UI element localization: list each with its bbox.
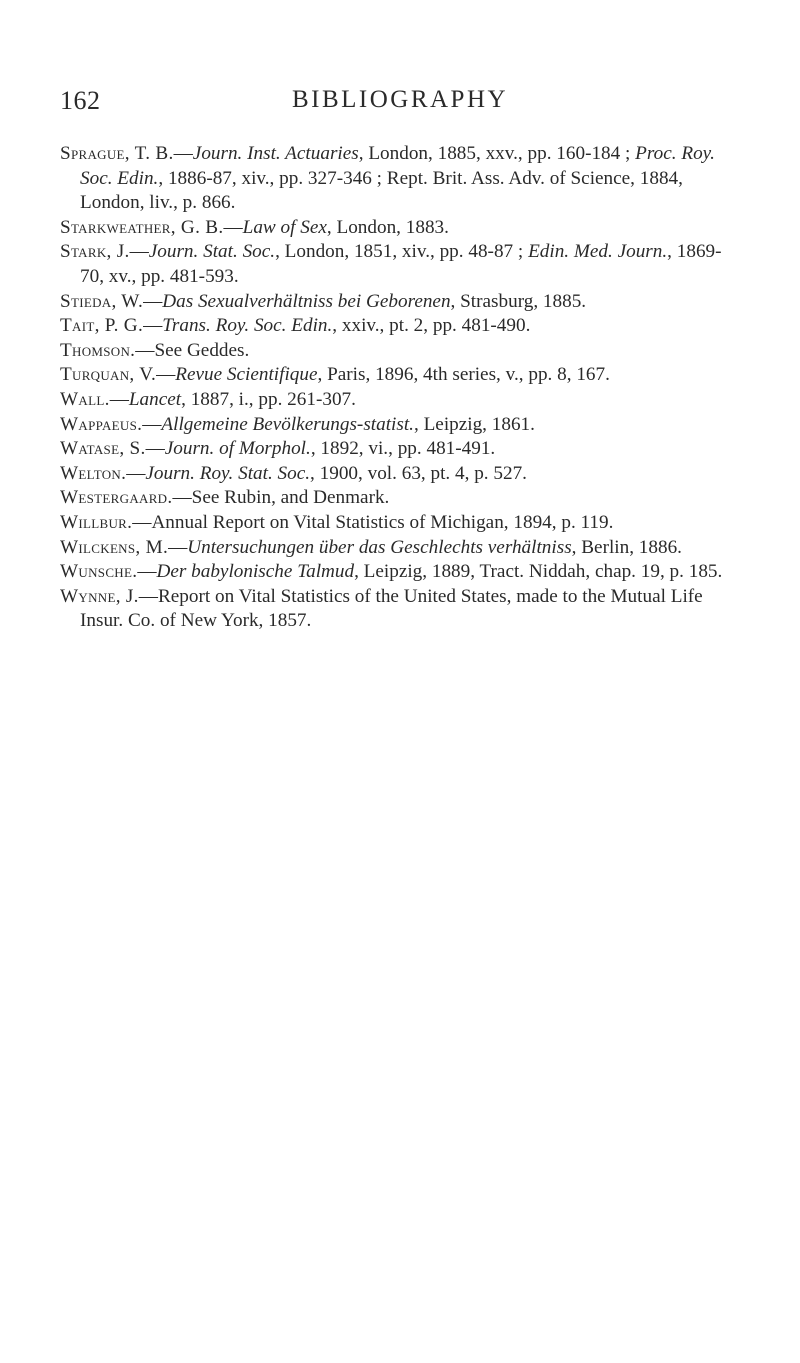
entry-title: Law of Sex bbox=[242, 216, 327, 238]
entry-title-secondary: Proc. Roy. Soc. Edin. bbox=[80, 143, 715, 189]
entry-details: , London, 1885, xxv., pp. 160-184 ; bbox=[358, 143, 636, 164]
entry-details: , Paris, 1896, 4th series, v., pp. 8, 167. bbox=[317, 364, 610, 386]
bibliography-entry bbox=[60, 462, 743, 487]
entry-details: , Berlin, 1886. bbox=[571, 536, 682, 558]
entry-details: , Leipzig, 1861. bbox=[413, 413, 535, 435]
entry-title: Trans. Roy. Soc. Edin. bbox=[162, 315, 333, 337]
bibliography-entry bbox=[60, 511, 743, 536]
entry-details: , Strasburg, 1885. bbox=[450, 290, 587, 312]
bibliography-entry bbox=[60, 560, 743, 585]
entry-title: Journ. Stat. Soc. bbox=[148, 241, 276, 263]
bibliography-list bbox=[60, 142, 743, 634]
entry-author: Stieda, W. bbox=[60, 290, 144, 312]
entry-details: , London, 1851, xiv., pp. 48-87 ; bbox=[275, 241, 529, 263]
bibliography-entry bbox=[60, 437, 743, 462]
entry-author: Turquan, V. bbox=[60, 364, 157, 386]
bibliography-entry bbox=[60, 314, 743, 339]
entry-details: , 1900, vol. 63, pt. 4, p. 527. bbox=[310, 462, 527, 484]
entry-title: Das Sexualverhältniss bei Geborenen bbox=[162, 290, 451, 312]
entry-author: Wilckens, M. bbox=[60, 536, 169, 558]
entry-title: Der babylonische Talmud bbox=[156, 561, 355, 583]
running-title: BIBLIOGRAPHY bbox=[291, 86, 509, 113]
entry-author: Welton. bbox=[60, 462, 127, 484]
bibliography-entry bbox=[60, 486, 743, 511]
entry-details: , 1892, vi., pp. 481-491. bbox=[310, 438, 496, 460]
entry-author: Watase, S. bbox=[60, 438, 146, 460]
entry-author: Stark, J. bbox=[60, 241, 130, 263]
bibliography-entry bbox=[60, 536, 743, 561]
entry-title: Allgemeine Bevölkerungs-statist. bbox=[161, 413, 414, 435]
entry-author: Tait, P. G. bbox=[60, 315, 144, 337]
entry-details: Report on Vital Statistics of the United States, made to the Mutual Life Insur. Co. of New York, 1857. bbox=[80, 585, 703, 632]
bibliography-entry bbox=[60, 339, 743, 364]
bibliography-entry bbox=[60, 142, 743, 216]
entry-title: Journ. Inst. Actuaries bbox=[192, 143, 359, 164]
entry-author: Starkweather, G. B. bbox=[60, 216, 224, 238]
entry-author: Wappaeus. bbox=[60, 413, 143, 435]
entry-title: Journ. Roy. Stat. Soc. bbox=[145, 462, 311, 484]
bibliography-entry bbox=[60, 216, 743, 241]
entry-author: Willbur. bbox=[60, 511, 133, 533]
page-number: 162 bbox=[60, 86, 101, 115]
bibliography-entry bbox=[60, 413, 743, 438]
entry-details: See Geddes. bbox=[154, 339, 250, 361]
bibliography-entry bbox=[60, 290, 743, 315]
entry-title: Revue Scientifique bbox=[175, 364, 318, 386]
bibliography-entry bbox=[60, 363, 743, 388]
entry-details: See Rubin, and Denmark. bbox=[191, 487, 390, 509]
entry-title: Untersuchungen über das Geschlechts verhältniss bbox=[187, 536, 572, 558]
bibliography-entry bbox=[60, 585, 743, 634]
bibliography-entry bbox=[60, 240, 743, 289]
entry-details-secondary: , 1886-87, xiv., pp. 327-346 ; Rept. Brit. Ass. Adv. of Science, 1884, London, liv., p. 866. bbox=[80, 167, 683, 214]
entry-details-secondary: , 1869-70, xv., pp. 481-593. bbox=[80, 241, 722, 287]
entry-title-secondary: Edin. Med. Journ. bbox=[528, 241, 668, 263]
entry-author: Sprague, T. B. bbox=[60, 143, 174, 164]
entry-details: , xxiv., pt. 2, pp. 481-490. bbox=[332, 315, 531, 337]
bibliography-entry bbox=[60, 388, 743, 413]
entry-author: Wunsche. bbox=[60, 561, 138, 583]
entry-author: Wynne, J. bbox=[60, 585, 139, 607]
entry-details: , 1887, i., pp. 261-307. bbox=[181, 388, 356, 410]
entry-details: Annual Report on Vital Statistics of Michigan, 1894, p. 119. bbox=[151, 511, 614, 533]
entry-title: Journ. of Morphol. bbox=[164, 438, 311, 460]
entry-author: Thomson. bbox=[60, 339, 136, 361]
entry-details: , London, 1883. bbox=[326, 216, 449, 238]
entry-details: , Leipzig, 1889, Tract. Niddah, chap. 19, p. 185. bbox=[354, 561, 723, 583]
entry-author: Westergaard. bbox=[60, 487, 173, 509]
page-header bbox=[0, 86, 800, 126]
entry-author: Wall. bbox=[60, 388, 110, 410]
entry-title: Lancet bbox=[128, 388, 182, 410]
